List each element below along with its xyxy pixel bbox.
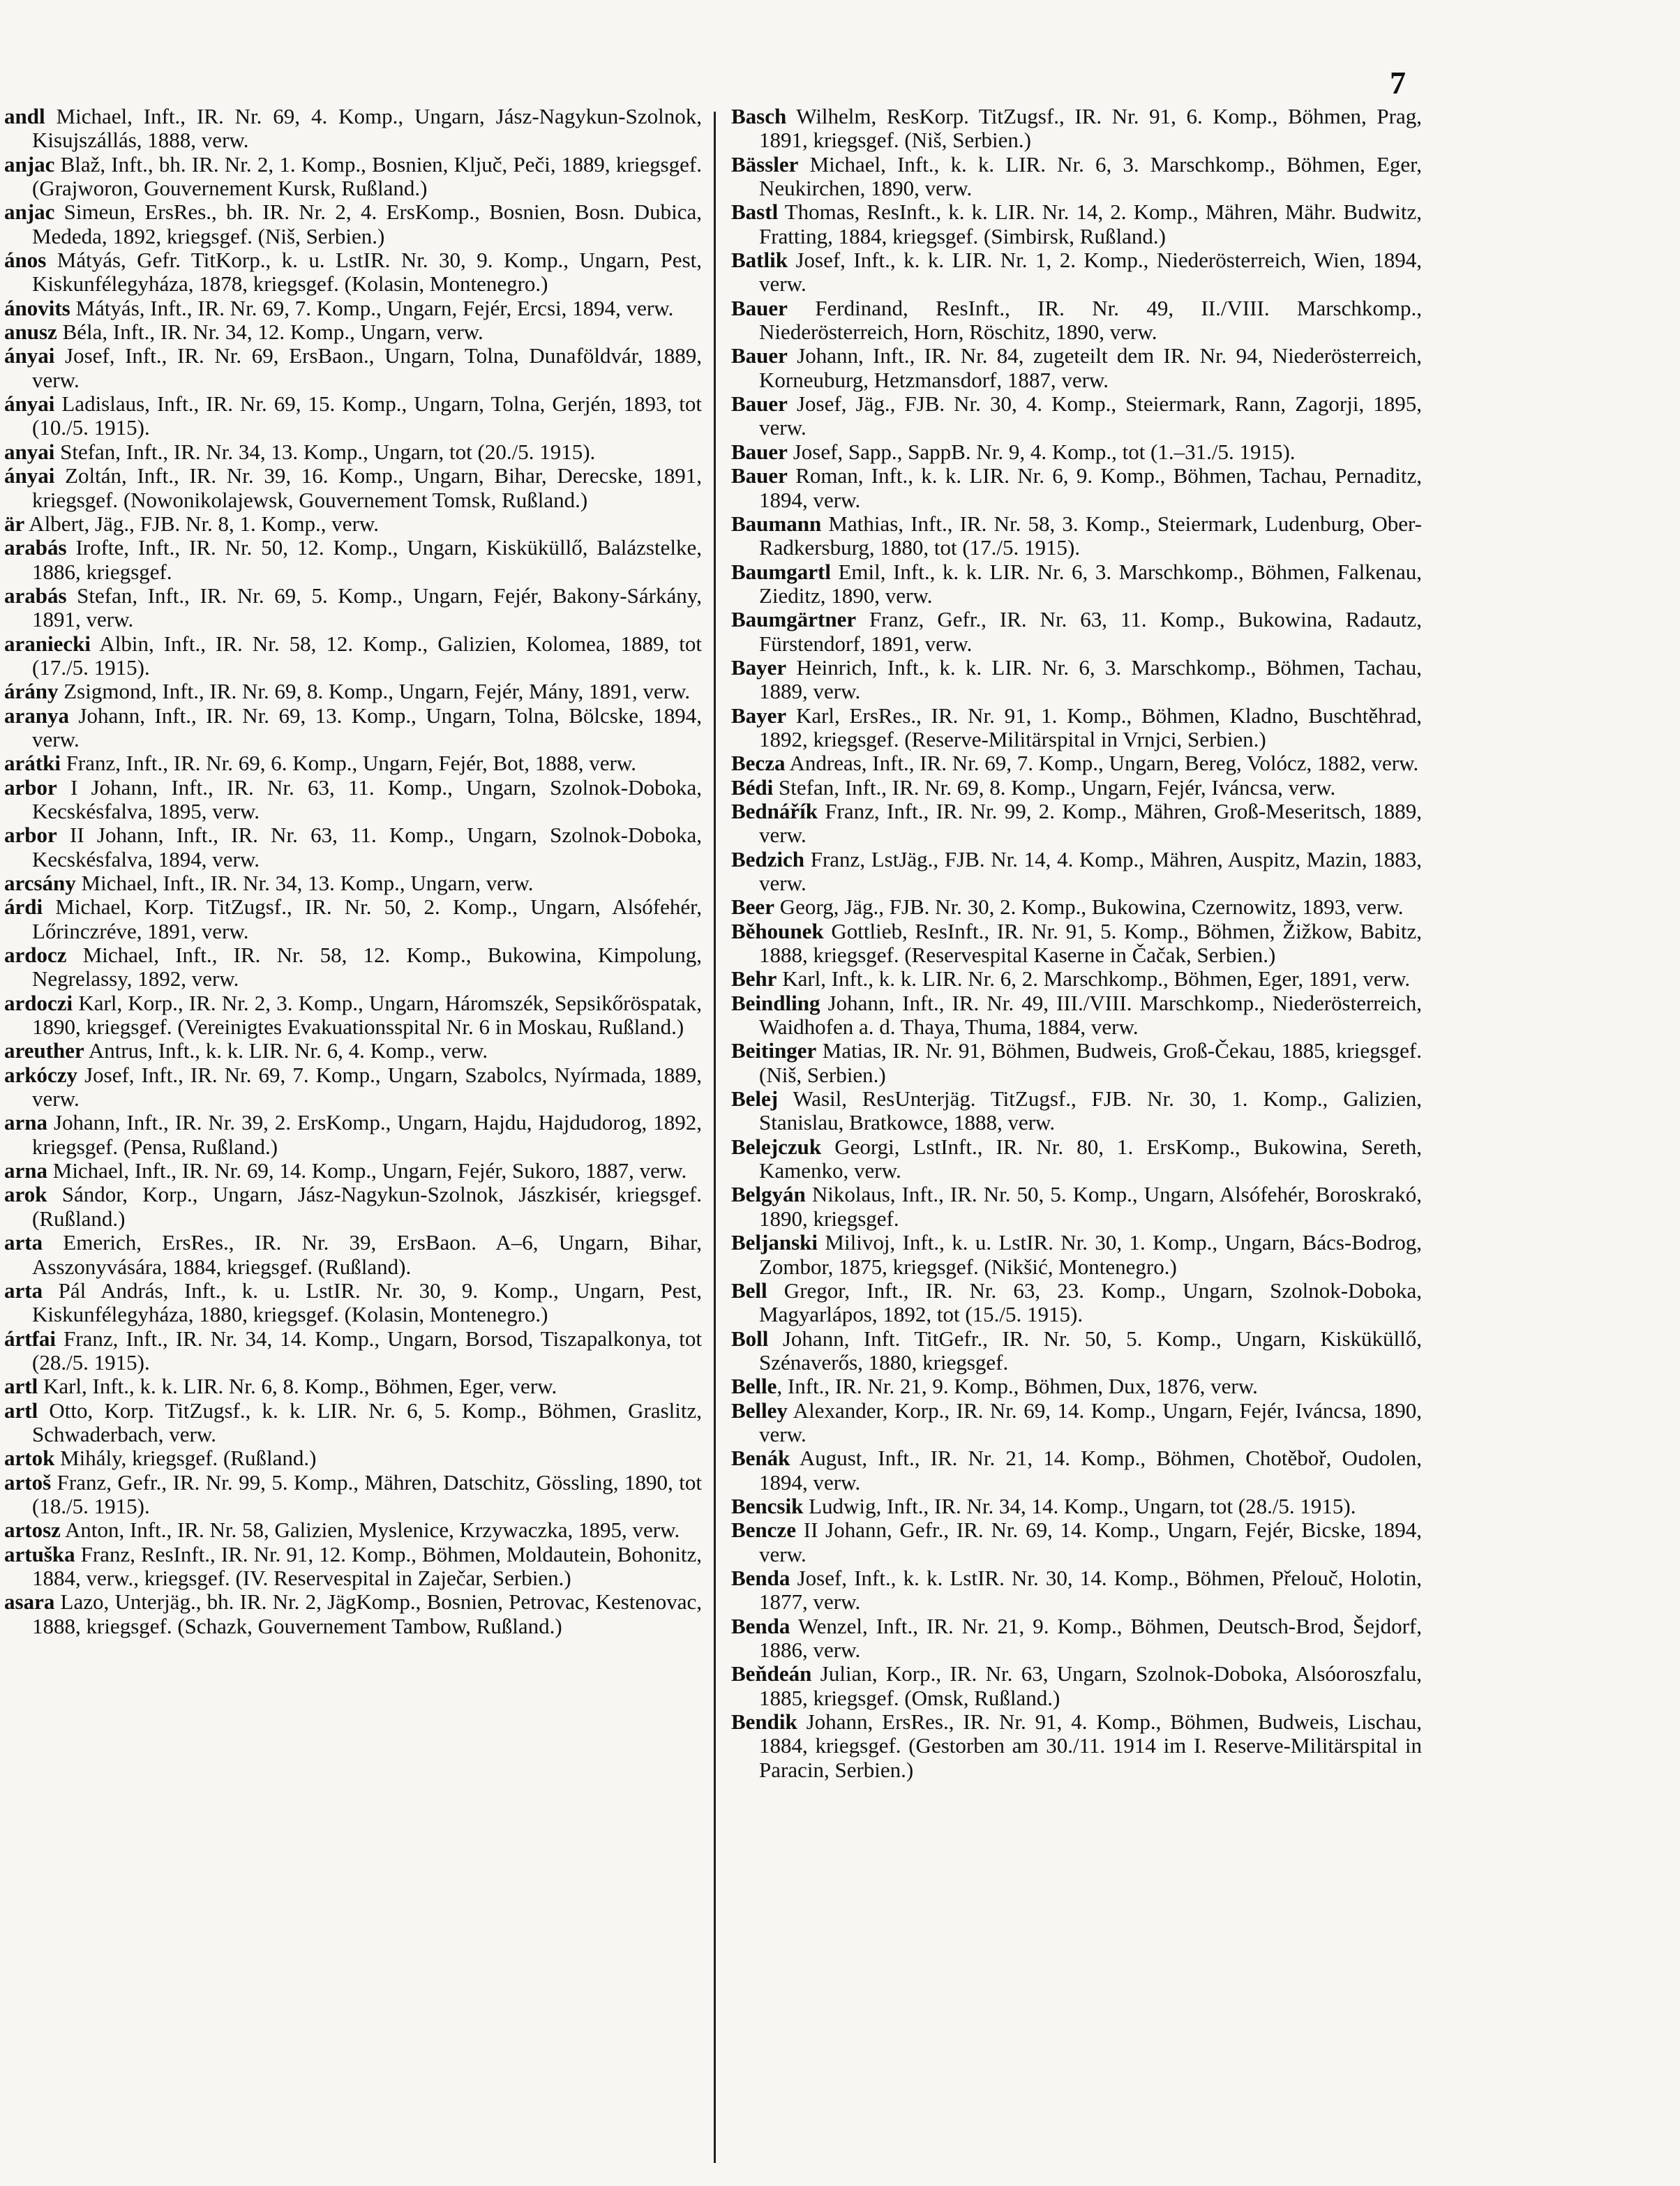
entry-details: Ferdinand, ResInft., IR. Nr. 49, II./VIII. Marschkomp., Niederösterreich, Horn, Röschitz, 1890, verw. [759, 295, 1422, 345]
entry-details: Franz, Gefr., IR. Nr. 63, 11. Komp., Bukowina, Radautz, Fürstendorf, 1891, verw. [759, 607, 1422, 656]
list-entry [4, 1159, 702, 1183]
list-entry [4, 1446, 702, 1470]
list-entry [4, 1518, 702, 1542]
list-entry [731, 1375, 1422, 1398]
entry-surname: anjac [4, 151, 55, 177]
entry-details: Stefan, Inft., IR. Nr. 69, 5. Komp., Ungarn, Fejér, Bakony-Sárkány, 1891, verw. [32, 583, 702, 632]
entry-surname: Beňdeán [731, 1661, 812, 1686]
list-entry [731, 1279, 1422, 1327]
entry-details: Zoltán, Inft., IR. Nr. 39, 16. Komp., Ungarn, Bihar, Derecske, 1891, kriegsgef. (Nowonikolajewsk, Gouvernement Tomsk, Rußland.) [32, 463, 702, 512]
entry-surname: Bauer [731, 391, 788, 417]
entry-surname: Baumgärtner [731, 607, 857, 632]
list-entry [731, 1566, 1422, 1615]
list-entry [731, 1518, 1422, 1566]
entry-details: Karl, ErsRes., IR. Nr. 91, 1. Komp., Böhmen, Kladno, Buschtěhrad, 1892, kriegsgef. (Reserve-Militärspital in Vrnjci, Serbien.) [759, 703, 1422, 751]
entry-details: Anton, Inft., IR. Nr. 58, Galizien, Myslenice, Krzywaczka, 1895, verw. [60, 1518, 680, 1543]
entry-surname: Bendik [731, 1709, 797, 1735]
entry-details: Josef, Sapp., SappB. Nr. 9, 4. Komp., tot (1.–31./5. 1915). [787, 439, 1296, 464]
entry-details: Mihály, kriegsgef. (Rußland.) [54, 1446, 317, 1471]
list-entry [731, 344, 1422, 392]
list-entry [731, 1087, 1422, 1135]
entry-details: Julian, Korp., IR. Nr. 63, Ungarn, Szolnok-Doboka, Alsóoroszfalu, 1885, kriegsgef. (Omsk, Rußland.) [759, 1661, 1422, 1710]
entry-details: Otto, Korp. TitZugsf., k. k. LIR. Nr. 6, 5. Komp., Böhmen, Graslitz, Schwaderbach, verw. [32, 1398, 702, 1446]
entry-surname: Behr [731, 966, 777, 991]
entry-surname: arabás [4, 583, 67, 608]
entry-details: Albin, Inft., IR. Nr. 58, 12. Komp., Galizien, Kolomea, 1889, tot (17./5. 1915). [32, 631, 702, 680]
entry-surname: Basch [731, 104, 787, 128]
entry-surname: arbor [4, 823, 57, 848]
list-entry [4, 440, 702, 464]
entry-details: Stefan, Inft., IR. Nr. 34, 13. Komp., Ungarn, tot (20./5. 1915). [54, 439, 596, 464]
entry-surname: areuther [4, 1038, 84, 1063]
list-entry [4, 943, 702, 991]
entry-details: Gregor, Inft., IR. Nr. 63, 23. Komp., Ungarn, Szolnok-Doboka, Magyarlápos, 1892, tot (15./5. 1915). [759, 1278, 1422, 1327]
list-entry [731, 200, 1422, 248]
entry-surname: Bauer [731, 439, 788, 464]
entry-details: II Johann, Gefr., IR. Nr. 69, 14. Komp., Ungarn, Fejér, Bicske, 1894, verw. [759, 1518, 1422, 1566]
entry-details: Nikolaus, Inft., IR. Nr. 50, 5. Komp., Ungarn, Alsófehér, Boroskrakó, 1890, kriegsgef. [759, 1182, 1422, 1231]
entry-surname: andl [4, 104, 45, 128]
entry-surname: Bedzich [731, 846, 805, 871]
entry-details: Roman, Inft., k. k. LIR. Nr. 6, 9. Komp., Böhmen, Tachau, Pernaditz, 1894, verw. [759, 463, 1422, 512]
entry-details: Franz, Gefr., IR. Nr. 99, 5. Komp., Mähren, Datschitz, Gössling, 1890, tot (18./5. 1915). [32, 1469, 702, 1518]
entry-details: Mathias, Inft., IR. Nr. 58, 3. Komp., Steiermark, Ludenburg, Ober-Radkersburg, 1880, tot (17./5. 1915). [759, 511, 1422, 560]
entry-surname: arcsány [4, 871, 76, 895]
list-entry [4, 823, 702, 871]
list-entry [731, 1662, 1422, 1710]
list-entry [731, 895, 1422, 919]
entry-surname: Bayer [731, 654, 787, 680]
entry-surname: Bédi [731, 774, 774, 800]
entry-surname: Bauer [731, 343, 788, 368]
entry-details: Ludwig, Inft., IR. Nr. 34, 14. Komp., Ungarn, tot (28./5. 1915). [803, 1493, 1356, 1518]
entry-surname: Běhounek [731, 918, 824, 943]
list-entry [4, 1183, 702, 1231]
list-entry [731, 248, 1422, 297]
entry-surname: Beljanski [731, 1230, 818, 1255]
entry-details: Franz, ResInft., IR. Nr. 91, 12. Komp., Böhmen, Moldautein, Bohonitz, 1884, verw., kriegsgef. (IV. Reservespital in Zaječar, Serbien.) [32, 1541, 702, 1590]
entry-surname: ányai [4, 391, 55, 417]
entry-details: Michael, Inft., IR. Nr. 58, 12. Komp., Bukowina, Kimpolung, Negrelassy, 1892, verw. [32, 943, 702, 991]
list-entry [4, 1231, 702, 1279]
list-entry [731, 297, 1422, 345]
list-entry [4, 200, 702, 248]
entry-details: Franz, LstJäg., FJB. Nr. 14, 4. Komp., Mähren, Auspitz, Mazin, 1883, verw. [759, 846, 1422, 895]
entry-details: I Johann, Inft., IR. Nr. 63, 11. Komp., Ungarn, Szolnok-Doboka, Kecskésfalva, 1895, verw. [32, 774, 702, 823]
entry-details: Wasil, ResUnterjäg. TitZugsf., FJB. Nr. 30, 1. Komp., Galizien, Stanislau, Bratkowce, 1888, verw. [759, 1086, 1422, 1135]
entry-details: Karl, Inft., k. k. LIR. Nr. 6, 2. Marschkomp., Böhmen, Eger, 1891, verw. [777, 966, 1411, 991]
entry-surname: artuška [4, 1541, 75, 1566]
entry-surname: ártfai [4, 1326, 57, 1351]
list-entry [731, 1327, 1422, 1375]
list-entry [4, 392, 702, 440]
list-entry [4, 751, 702, 775]
entry-surname: aranya [4, 703, 69, 728]
entry-details: Franz, Inft., IR. Nr. 34, 14. Komp., Ungarn, Borsod, Tiszapalkonya, tot (28./5. 1915). [32, 1326, 702, 1375]
entry-surname: anjac [4, 200, 55, 225]
list-entry [731, 440, 1422, 464]
list-entry [731, 991, 1422, 1040]
list-entry [4, 344, 702, 392]
list-entry [731, 1446, 1422, 1495]
list-entry [4, 1279, 702, 1327]
entry-details: Josef, Inft., IR. Nr. 69, ErsBaon., Ungarn, Tolna, Dunaföldvár, 1889, verw. [32, 343, 702, 392]
entry-surname: araniecki [4, 631, 91, 656]
entry-details: Wilhelm, ResKorp. TitZugsf., IR. Nr. 91, 6. Komp., Böhmen, Prag, 1891, kriegsgef. (Niš, Serbien.) [759, 104, 1422, 153]
entry-details: Michael, Korp. TitZugsf., IR. Nr. 50, 2. Komp., Ungarn, Alsófehér, Lőrinczréve, 1891, verw. [32, 894, 702, 943]
entry-surname: Becza [731, 751, 786, 776]
list-entry [731, 776, 1422, 800]
list-entry [731, 1399, 1422, 1447]
entry-details: Antrus, Inft., k. k. LIR. Nr. 6, 4. Komp., verw. [84, 1038, 488, 1063]
list-entry [731, 392, 1422, 440]
list-entry [4, 248, 702, 297]
list-entry [4, 1375, 702, 1398]
list-entry [4, 1399, 702, 1447]
list-entry [731, 920, 1422, 968]
entry-surname: árdi [4, 894, 43, 920]
list-entry [4, 464, 702, 512]
list-entry [731, 848, 1422, 896]
entry-surname: Baumgartl [731, 559, 831, 584]
entry-details: Heinrich, Inft., k. k. LIR. Nr. 6, 3. Marschkomp., Böhmen, Tachau, 1889, verw. [759, 654, 1422, 704]
entry-details: Albert, Jäg., FJB. Nr. 8, 1. Komp., verw. [24, 511, 380, 536]
entry-surname: är [4, 511, 25, 536]
entry-surname: Bässler [731, 151, 799, 177]
list-entry [4, 680, 702, 703]
list-entry [4, 1111, 702, 1159]
entry-surname: artl [4, 1398, 38, 1423]
entry-details: II Johann, Inft., IR. Nr. 63, 11. Komp., Ungarn, Szolnok-Doboka, Kecskésfalva, 1894, verw. [32, 823, 702, 871]
entry-details: Milivoj, Inft., k. u. LstIR. Nr. 30, 1. Komp., Ungarn, Bács-Bodrog, Zombor, 1875, kriegsgef. (Nikšić, Montenegro.) [759, 1230, 1422, 1279]
list-entry [731, 1039, 1422, 1087]
page-number: 7 [1390, 65, 1406, 100]
list-entry [731, 656, 1422, 704]
list-entry [4, 991, 702, 1040]
entry-details: Simeun, ErsRes., bh. IR. Nr. 2, 4. ErsKomp., Bosnien, Bosn. Dubica, Mededa, 1892, kriegsgef. (Niš, Serbien.) [32, 200, 702, 248]
entry-surname: Beer [731, 894, 774, 920]
entry-surname: anyai [4, 439, 55, 464]
entry-details: Zsigmond, Inft., IR. Nr. 69, 8. Komp., Ungarn, Fejér, Mány, 1891, verw. [58, 679, 691, 704]
entry-details: Michael, Inft., IR. Nr. 34, 13. Komp., Ungarn, verw. [75, 871, 534, 895]
entry-details: Michael, Inft., IR. Nr. 69, 4. Komp., Ungarn, Jász-Nagykun-Szolnok, Kisujszállás, 1888, verw. [32, 104, 702, 153]
entry-surname: arna [4, 1110, 47, 1135]
entry-surname: Bauer [731, 295, 788, 320]
entry-surname: Belejczuk [731, 1134, 822, 1159]
list-entry [4, 1590, 702, 1638]
list-entry [4, 153, 702, 201]
list-entry [731, 512, 1422, 560]
entry-surname: arok [4, 1182, 47, 1207]
entry-details: Josef, Inft., k. k. LIR. Nr. 1, 2. Komp., Niederösterreich, Wien, 1894, verw. [759, 248, 1422, 297]
entry-details: Johann, Inft. TitGefr., IR. Nr. 50, 5. Komp., Ungarn, Kisküküllő, Szénaverős, 1880, kriegsgef. [759, 1326, 1422, 1375]
entry-surname: artosz [4, 1518, 61, 1543]
entry-details: Johann, Inft., IR. Nr. 49, III./VIII. Marschkomp., Niederösterreich, Waidhofen a. d. Thaya, Thuma, 1884, verw. [759, 990, 1422, 1040]
list-entry [731, 751, 1422, 775]
list-entry [731, 608, 1422, 656]
entry-details: Josef, Inft., IR. Nr. 69, 7. Komp., Ungarn, Szabolcs, Nyírmada, 1889, verw. [32, 1062, 702, 1111]
entry-details: , Inft., IR. Nr. 21, 9. Komp., Böhmen, Dux, 1876, verw. [777, 1374, 1258, 1399]
list-entry [4, 776, 702, 824]
list-entry [731, 1135, 1422, 1183]
list-entry [731, 464, 1422, 512]
list-entry [4, 536, 702, 584]
list-entry [731, 1615, 1422, 1663]
entry-surname: arabás [4, 535, 67, 560]
entry-details: Blaž, Inft., bh. IR. Nr. 2, 1. Komp., Bosnien, Ključ, Peči, 1889, kriegsgef. (Grajworon, Gouvernement Kursk, Rußland.) [32, 151, 702, 201]
entry-surname: arta [4, 1230, 43, 1255]
entry-surname: Beindling [731, 990, 820, 1015]
entry-surname: artl [4, 1374, 38, 1399]
entry-details: Karl, Inft., k. k. LIR. Nr. 6, 8. Komp., Böhmen, Eger, verw. [38, 1374, 557, 1399]
entry-details: Johann, Inft., IR. Nr. 84, zugeteilt dem IR. Nr. 94, Niederösterreich, Korneuburg, Hetzmansdorf, 1887, verw. [759, 343, 1422, 392]
entry-surname: Bayer [731, 703, 787, 728]
entry-surname: Baumann [731, 511, 822, 536]
entry-surname: Bell [731, 1278, 767, 1303]
entry-details: Georgi, LstInft., IR. Nr. 80, 1. ErsKomp., Bukowina, Sereth, Kamenko, verw. [759, 1134, 1422, 1183]
entry-surname: Benák [731, 1446, 790, 1471]
entry-surname: Bencze [731, 1518, 796, 1543]
entry-surname: Beitinger [731, 1038, 817, 1063]
entry-details: Karl, Korp., IR. Nr. 2, 3. Komp., Ungarn, Háromszék, Sepsikőröspatak, 1890, kriegsgef. (Vereinigtes Evakuationsspital Nr. 6 in Moskau, Rußland.) [32, 990, 702, 1040]
list-entry [4, 584, 702, 632]
entry-details: Georg, Jäg., FJB. Nr. 30, 2. Komp., Bukowina, Czernowitz, 1893, verw. [774, 894, 1404, 920]
entry-surname: Belley [731, 1398, 788, 1423]
entry-surname: ardocz [4, 943, 67, 968]
entry-surname: arkóczy [4, 1062, 78, 1087]
entry-details: Mátyás, Inft., IR. Nr. 69, 7. Komp., Ungarn, Fejér, Ercsi, 1894, verw. [70, 295, 674, 320]
entry-surname: ányai [4, 463, 55, 488]
list-entry [4, 871, 702, 895]
entry-surname: Batlik [731, 248, 788, 273]
list-entry [4, 895, 702, 943]
entry-details: Josef, Jäg., FJB. Nr. 30, 4. Komp., Steiermark, Rann, Zagorji, 1895, verw. [759, 391, 1422, 440]
list-entry [4, 297, 702, 320]
entry-details: Wenzel, Inft., IR. Nr. 21, 9. Komp., Böhmen, Deutsch-Brod, Šejdorf, 1886, verw. [759, 1613, 1422, 1662]
entry-details: Thomas, ResInft., k. k. LIR. Nr. 14, 2. Komp., Mähren, Mähr. Budwitz, Fratting, 1884, kriegsgef. (Simbirsk, Rußland.) [759, 200, 1422, 248]
list-entry [731, 800, 1422, 848]
entry-surname: Bencsik [731, 1493, 804, 1518]
entry-details: Matias, IR. Nr. 91, Böhmen, Budweis, Groß-Čekau, 1885, kriegsgef. (Niš, Serbien.) [759, 1038, 1422, 1087]
list-entry [731, 1710, 1422, 1782]
list-entry [4, 632, 702, 680]
list-entry [731, 967, 1422, 991]
entry-surname: asara [4, 1589, 55, 1615]
entry-details: Johann, Inft., IR. Nr. 69, 13. Komp., Ungarn, Tolna, Bölcske, 1894, verw. [32, 703, 702, 751]
entry-details: Lazo, Unterjäg., bh. IR. Nr. 2, JägKomp., Bosnien, Petrovac, Kestenovac, 1888, kriegsgef. (Schazk, Gouvernement Tambow, Rußland.) [32, 1589, 702, 1638]
entry-details: Sándor, Korp., Ungarn, Jász-Nagykun-Szolnok, Jászkisér, kriegsgef. (Rußland.) [32, 1182, 702, 1231]
entry-details: Pál András, Inft., k. u. LstIR. Nr. 30, 9. Komp., Ungarn, Pest, Kiskunfélegyháza, 1880, kriegsgef. (Kolasin, Montenegro.) [32, 1278, 702, 1327]
entry-surname: Bauer [731, 463, 788, 488]
list-entry [731, 704, 1422, 752]
column-divider [714, 112, 716, 2163]
entry-surname: Boll [731, 1326, 769, 1351]
entry-details: Mátyás, Gefr. TitKorp., k. u. LstIR. Nr. 30, 9. Komp., Ungarn, Pest, Kiskunfélegyháza, 1878, kriegsgef. (Kolasin, Montenegro.) [32, 248, 702, 297]
entry-surname: Benda [731, 1613, 790, 1638]
entry-surname: anusz [4, 320, 57, 345]
entry-details: Emerich, ErsRes., IR. Nr. 39, ErsBaon. A–6, Ungarn, Bihar, Asszonyvására, 1884, kriegsgef. (Rußland). [32, 1230, 702, 1279]
list-entry [4, 320, 702, 344]
entry-details: Alexander, Korp., IR. Nr. 69, 14. Komp., Ungarn, Fejér, Iváncsa, 1890, verw. [759, 1398, 1422, 1446]
entry-surname: árány [4, 679, 59, 704]
list-entry [4, 105, 702, 153]
entry-surname: Belgyán [731, 1182, 806, 1207]
right-column [731, 105, 1422, 1782]
list-entry [4, 1063, 702, 1111]
entry-details: Michael, Inft., IR. Nr. 69, 14. Komp., Ungarn, Fejér, Sukoro, 1887, verw. [47, 1158, 687, 1183]
entry-surname: artok [4, 1446, 55, 1471]
entry-surname: Belle [731, 1374, 777, 1399]
entry-details: Andreas, Inft., IR. Nr. 69, 7. Komp., Ungarn, Bereg, Volócz, 1882, verw. [785, 751, 1419, 776]
entry-details: Josef, Inft., k. k. LstIR. Nr. 30, 14. Komp., Böhmen, Přelouč, Holotin, 1877, verw. [759, 1565, 1422, 1615]
entry-details: Johann, ErsRes., IR. Nr. 91, 4. Komp., Böhmen, Budweis, Lischau, 1884, kriegsgef. (Gestorben am 30./11. 1914 im I. Reserve-Militärspital in Paracin, Serbien.) [759, 1709, 1422, 1782]
entry-details: Emil, Inft., k. k. LIR. Nr. 6, 3. Marschkomp., Böhmen, Falkenau, Zieditz, 1890, verw. [759, 559, 1422, 608]
entry-surname: Bednářík [731, 798, 818, 823]
entry-details: Johann, Inft., IR. Nr. 39, 2. ErsKomp., Ungarn, Hajdu, Hajdudorog, 1892, kriegsgef. (Pensa, Rußland.) [32, 1110, 702, 1159]
list-entry [4, 704, 702, 752]
list-entry [4, 512, 702, 536]
entry-details: Gottlieb, ResInft., IR. Nr. 91, 5. Komp., Böhmen, Žižkow, Babitz, 1888, kriegsgef. (Reservespital Kaserne in Čačak, Serbien.) [759, 918, 1422, 968]
list-entry [731, 1495, 1422, 1518]
list-entry [731, 105, 1422, 153]
entry-details: Béla, Inft., IR. Nr. 34, 12. Komp., Ungarn, verw. [57, 320, 483, 345]
entry-surname: Belej [731, 1086, 779, 1111]
entry-surname: ányai [4, 343, 55, 368]
entry-surname: Bastl [731, 200, 779, 225]
list-entry [731, 153, 1422, 201]
list-entry [4, 1543, 702, 1591]
entry-details: Franz, Inft., IR. Nr. 99, 2. Komp., Mähren, Groß-Meseritsch, 1889, verw. [759, 798, 1422, 848]
entry-details: Franz, Inft., IR. Nr. 69, 6. Komp., Ungarn, Fejér, Bot, 1888, verw. [60, 751, 636, 776]
entry-surname: Benda [731, 1565, 790, 1590]
entry-surname: ános [4, 248, 47, 273]
entry-surname: arbor [4, 774, 57, 800]
entry-details: August, Inft., IR. Nr. 21, 14. Komp., Böhmen, Chotěboř, Oudolen, 1894, verw. [759, 1446, 1422, 1495]
list-entry [731, 1231, 1422, 1279]
list-entry [731, 1183, 1422, 1231]
entry-details: Michael, Inft., k. k. LIR. Nr. 6, 3. Marschkomp., Böhmen, Eger, Neukirchen, 1890, verw. [759, 151, 1422, 201]
entry-details: Stefan, Inft., IR. Nr. 69, 8. Komp., Ungarn, Fejér, Iváncsa, verw. [773, 774, 1336, 800]
list-entry [4, 1471, 702, 1519]
entry-surname: ardoczi [4, 990, 73, 1015]
entry-surname: arna [4, 1158, 47, 1183]
left-column [4, 105, 702, 1638]
entry-surname: arátki [4, 751, 61, 776]
list-entry [4, 1327, 702, 1375]
entry-details: Irofte, Inft., IR. Nr. 50, 12. Komp., Ungarn, Kisküküllő, Balázstelke, 1886, kriegsgef. [32, 535, 702, 584]
entry-surname: artoš [4, 1469, 52, 1495]
entry-surname: ánovits [4, 295, 70, 320]
entry-surname: arta [4, 1278, 43, 1303]
list-entry [731, 560, 1422, 608]
list-entry [4, 1039, 702, 1063]
entry-details: Ladislaus, Inft., IR. Nr. 69, 15. Komp., Ungarn, Tolna, Gerjén, 1893, tot (10./5. 1915). [32, 391, 702, 440]
